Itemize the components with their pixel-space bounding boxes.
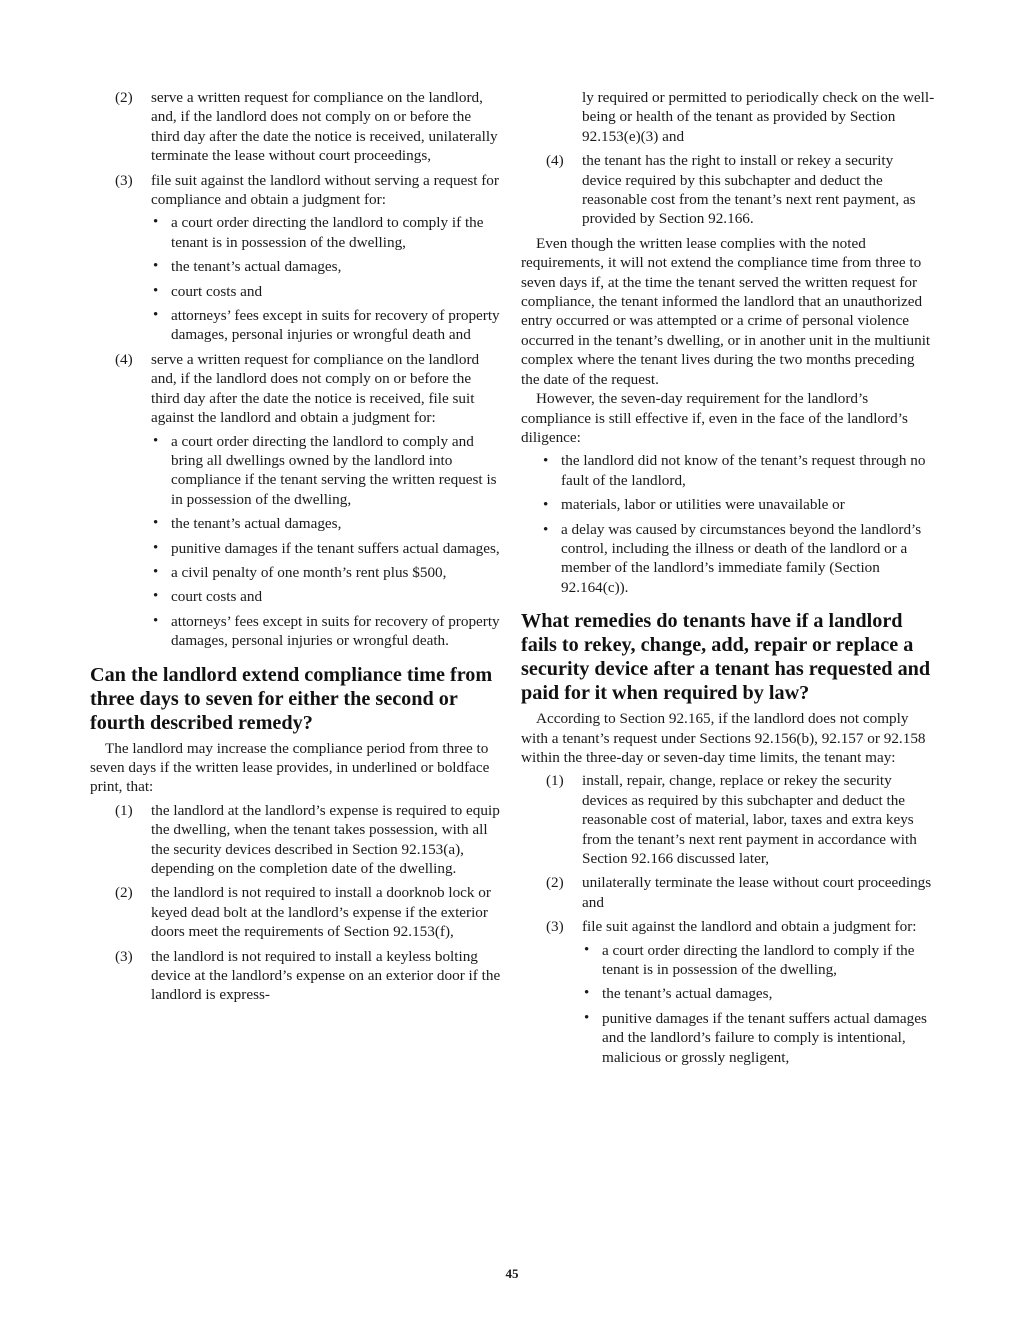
item-text: file suit against the landlord and obtain a judgment for:: [582, 918, 917, 936]
item-text: file suit against the landlord without serving a request for compliance and obtain a judgment for:: [151, 171, 499, 209]
item-number: (4): [546, 152, 564, 170]
item-text: the landlord is not required to install a keyless bolting device at the landlord’s expense on an exterior door if the landlord is express-: [151, 947, 501, 1004]
item-number: (3): [115, 947, 133, 965]
item-number: (3): [546, 918, 564, 936]
item-number: (2): [115, 89, 133, 106]
list-item: [521, 771, 936, 868]
list-item: [90, 801, 502, 879]
bullet-item: • punitive damages if the tenant suffers actual damages,: [151, 539, 502, 558]
item-text: the tenant has the right to install or rekey a security device required by this subchapter and deduct the reasonable cost from the tenant’s next rent payment, as provided by Section 92.166.: [582, 152, 916, 228]
list-item: [521, 917, 936, 1067]
item-text: unilaterally terminate the lease without court proceedings and: [582, 874, 932, 911]
list-item: [90, 947, 502, 1005]
item-text: serve a written request for compliance on the landlord, and, if the landlord does not comply on or before the third day after the date the notice is received, unilaterally terminate the lease without court proceedings,: [151, 89, 498, 165]
list-item: [90, 350, 502, 651]
item-text: the landlord at the landlord’s expense is required to equip the dwelling, when the tenant takes possession, with all the security devices described in Section 92.153(a), depending on the completion date of the dwelling.: [151, 801, 500, 877]
bullet-item: • court costs and: [151, 587, 502, 606]
item-number: (2): [115, 884, 133, 902]
list-item: [90, 883, 502, 941]
bullet-item: • materials, labor or utilities were unavailable or: [541, 495, 936, 514]
bullet-item: • attorneys’ fees except in suits for recovery of property damages, personal injuries or wrongful death and: [151, 306, 502, 345]
page-number: 45: [505, 1266, 519, 1281]
bullet-item: • the tenant’s actual damages,: [151, 257, 502, 276]
item-number: (1): [546, 772, 564, 790]
item-text: ly required or permitted to periodically check on the well-being or health of the tenant as provided by Section 92.153(e)(3) and: [582, 89, 935, 145]
list-item: [90, 171, 502, 345]
bullet-item: • punitive damages if the tenant suffers actual damages and the landlord’s failure to comply is intentional, malicious or grossly negligent,: [582, 1009, 936, 1067]
left-column: [90, 88, 502, 1010]
item-number: (1): [115, 801, 133, 819]
paragraph: However, the seven-day requirement for the landlord’s compliance is still effective if, even in the face of the landlord’s diligence:: [521, 390, 908, 446]
item-text: install, repair, change, replace or rekey the security devices as required by this subchapter and deduct the reasonable cost of material, labor, taxes and extra keys from the tenant’s next rent payment in accordance with Section 92.166 discussed later,: [582, 772, 917, 867]
bullet-item: • court costs and: [151, 282, 502, 301]
paragraph: The landlord may increase the compliance period from three to seven days if the written lease provides, in underlined or boldface print, that:: [90, 739, 490, 796]
item-text: the landlord is not required to install a doorknob lock or keyed dead bolt at the landlord’s expense if the exterior doors meet the requirements of Section 92.153(f),: [151, 884, 491, 941]
bullet-item: • a delay was caused by circumstances beyond the landlord’s control, including the illness or death of the landlord or a member of the landlord’s immediate family (Section 92.164(c)).: [541, 520, 936, 598]
bullet-list: [151, 213, 502, 344]
item-number: (3): [115, 171, 133, 189]
right-column: [521, 88, 936, 1072]
bullet-list: [521, 451, 936, 597]
item-number: (4): [115, 350, 133, 368]
bullet-list: [151, 432, 502, 651]
list-item: [90, 88, 502, 166]
bullet-item: • a court order directing the landlord to comply if the tenant is in possession of the dwelling,: [582, 941, 936, 980]
list-item: [521, 873, 936, 912]
bullet-item: • a court order directing the landlord to comply and bring all dwellings owned by the landlord into compliance if the tenant serving the written request is in possession of the dwelling,: [151, 432, 502, 510]
bullet-list: [582, 941, 936, 1067]
section-heading: Can the landlord extend compliance time from three days to seven for either the second or fourth described remedy?: [90, 663, 493, 734]
item-text: serve a written request for compliance on the landlord and, if the landlord does not comply on or before the third day after the date the notice is received, file suit against the landlord and obtain a judgment for:: [151, 350, 480, 427]
section-heading: What remedies do tenants have if a landlord fails to rekey, change, add, repair or replace a security device after a tenant has requested and paid for it when required by law?: [521, 610, 931, 705]
list-item: [521, 151, 936, 229]
bullet-item: • a court order directing the landlord to comply if the tenant is in possession of the dwelling,: [151, 213, 502, 252]
bullet-item: • the tenant’s actual damages,: [582, 984, 936, 1003]
list-item-continued: [521, 88, 936, 146]
paragraph: Even though the written lease complies with the noted requirements, it will not extend the compliance time from three to seven days if, at the time the tenant served the written request for compliance, the tenant informed the landlord that an unauthorized entry occurred or was attempted or a crime of personal violence occurred in the tenant’s dwelling, or in another unit in the multiunit complex where the tenant lives during the two months preceding the date of the request.: [521, 234, 931, 388]
bullet-item: • a civil penalty of one month’s rent plus $500,: [151, 563, 502, 582]
paragraph: According to Section 92.165, if the landlord does not comply with a tenant’s request under Sections 92.156(b), 92.157 or 92.158 within the three-day or seven-day time limits, the tenant may:: [521, 710, 926, 766]
bullet-item: • the tenant’s actual damages,: [151, 514, 502, 533]
bullet-item: • the landlord did not know of the tenant’s request through no fault of the landlord,: [541, 451, 936, 490]
bullet-item: • attorneys’ fees except in suits for recovery of property damages, personal injuries or wrongful death.: [151, 612, 502, 651]
item-number: (2): [546, 874, 564, 892]
